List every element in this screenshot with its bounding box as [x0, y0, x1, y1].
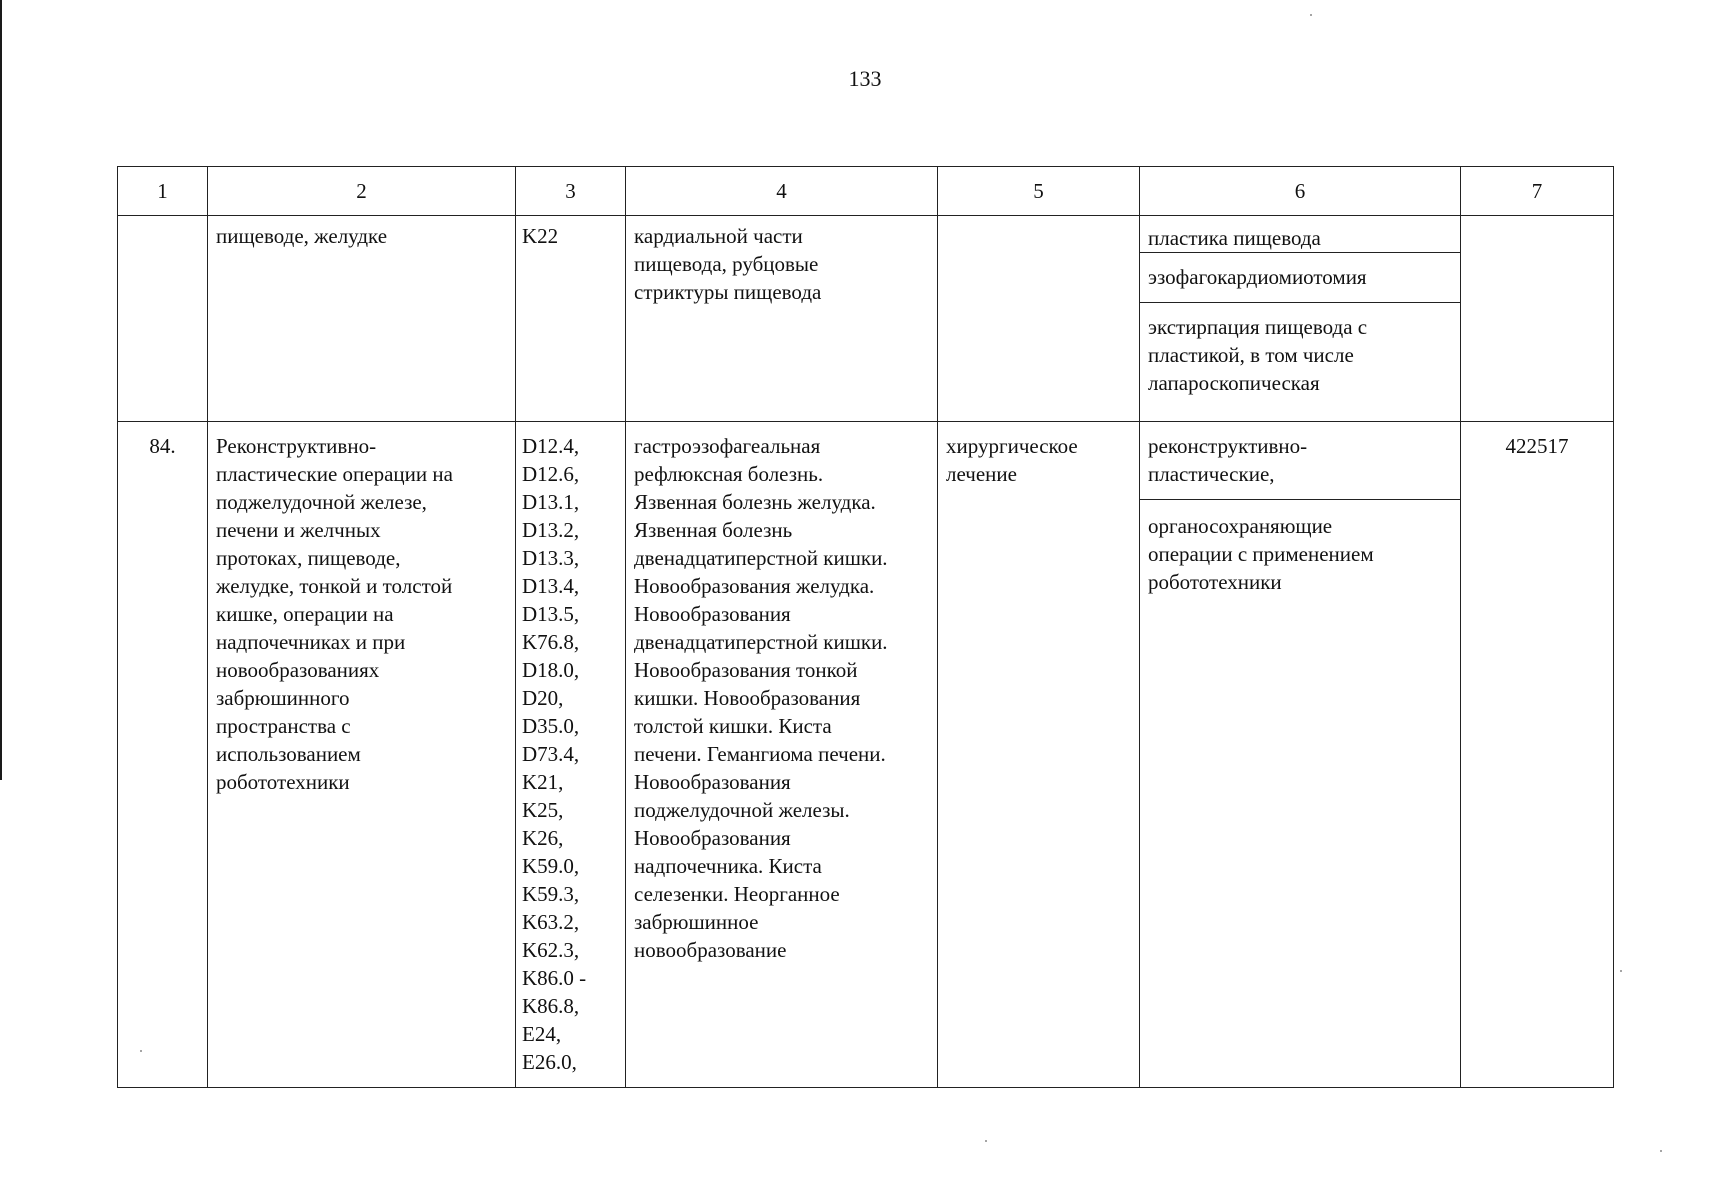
row84-cost-text: 422517	[1505, 434, 1569, 458]
row84-cell-diagnosis	[626, 422, 938, 1088]
cont-cell-diagnosis	[626, 216, 938, 422]
row84-methods-list	[1140, 422, 1460, 1087]
table-row-84	[118, 422, 1614, 1088]
table-row-continuation	[118, 216, 1614, 422]
page-number: 133	[848, 66, 882, 91]
column-header-4: 4	[626, 167, 938, 216]
icd-code: D20,	[522, 686, 564, 710]
method-item: экстирпация пищевода с пластикой, в том числе лапароскопическая	[1148, 315, 1368, 395]
method-item: эзофагокардиомиотомия	[1140, 253, 1460, 303]
icd-code: K26,	[522, 826, 564, 850]
icd-code: K63.2,	[522, 910, 580, 934]
icd-code: D12.6,	[522, 462, 580, 486]
icd-code: D13.4,	[522, 574, 580, 598]
cont-cell-number	[118, 216, 208, 422]
cont-cell-name	[208, 216, 516, 422]
method-item: реконструктивно- пластические,	[1140, 422, 1460, 500]
cont-cell-codes	[516, 216, 626, 422]
icd-code: K86.0 -	[522, 966, 587, 990]
row84-treatment-text: хирургическое лечение	[946, 434, 1078, 486]
row84-number-text: 84.	[149, 434, 176, 458]
icd-code: K59.0,	[522, 854, 580, 878]
column-header-5: 5	[938, 167, 1140, 216]
icd-code: D35.0,	[522, 714, 580, 738]
row84-cell-methods	[1140, 422, 1461, 1088]
cont-cost-text	[1461, 216, 1613, 236]
column-header-3: 3	[516, 167, 626, 216]
icd-code: K25,	[522, 798, 564, 822]
icd-code: D13.2,	[522, 518, 580, 542]
medical-services-table	[117, 166, 1614, 1088]
row84-cell-codes	[516, 422, 626, 1088]
icd-code: D13.5,	[522, 602, 580, 626]
scan-speck	[985, 1140, 987, 1142]
column-header-1: 1	[118, 167, 208, 216]
method-item: пластика пищевода	[1140, 216, 1460, 253]
icd-code: K86.8,	[522, 994, 580, 1018]
method-item: органосохраняющие операции с применением робототехники	[1148, 514, 1374, 594]
page-scan-edge	[0, 0, 2, 780]
cont-codes-text: K22	[522, 224, 559, 248]
cont-diagnosis-text: кардиальной части пищевода, рубцовые стриктуры пищевода	[634, 224, 822, 304]
column-header-7: 7	[1461, 167, 1614, 216]
icd-code: K62.3,	[522, 938, 580, 962]
scan-speck	[1310, 14, 1312, 16]
icd-code: E24,	[522, 1022, 562, 1046]
row84-cell-treatment	[938, 422, 1140, 1088]
cont-name-text: пищеводе, желудке	[216, 224, 388, 248]
table-header-row	[118, 167, 1614, 216]
column-header-6: 6	[1140, 167, 1461, 216]
icd-code: D73.4,	[522, 742, 580, 766]
icd-code: K76.8,	[522, 630, 580, 654]
cont-cell-treatment	[938, 216, 1140, 422]
row84-diagnosis-text: гастроэзофагеальная рефлюксная болезнь. Язвенная болезнь желудка. Язвенная болезнь двенадцатиперстной кишки. Новообразования желудка. Новообразования двенадцатиперстной кишки. Новообразования тонкой кишки. Новообразования толстой кишки. Киста печени. Гемангиома печени. Новообразования поджелудочной железы. Новообразования надпочечника. Киста селезенки. Неорганное забрюшинное новообразование	[634, 434, 888, 962]
row84-cell-number	[118, 422, 208, 1088]
cont-methods-list	[1140, 216, 1460, 421]
cont-cell-cost	[1461, 216, 1614, 422]
row84-cell-name	[208, 422, 516, 1088]
row84-cell-cost	[1461, 422, 1614, 1088]
row84-name-text: Реконструктивно- пластические операции на поджелудочной железе, печени и желчных протоках, пищеводе, желудке, тонкой и толстой кишке, операции на надпочечниках и при новообразованиях забрюшинного пространства с использованием робототехники	[216, 434, 453, 794]
scan-speck	[1620, 970, 1622, 972]
cont-treatment-text	[938, 216, 1139, 228]
scan-speck	[1660, 1150, 1662, 1152]
icd-code: K59.3,	[522, 882, 580, 906]
icd-code: D13.1,	[522, 490, 580, 514]
icd-code: D18.0,	[522, 658, 580, 682]
row84-codes-list	[516, 422, 625, 1082]
icd-code: K21,	[522, 770, 564, 794]
icd-code: D13.3,	[522, 546, 580, 570]
icd-code: E26.0,	[522, 1050, 577, 1074]
scan-speck	[140, 1050, 142, 1052]
cont-number-text	[118, 216, 207, 236]
icd-code: D12.4,	[522, 434, 580, 458]
cont-cell-methods	[1140, 216, 1461, 422]
column-header-2: 2	[208, 167, 516, 216]
